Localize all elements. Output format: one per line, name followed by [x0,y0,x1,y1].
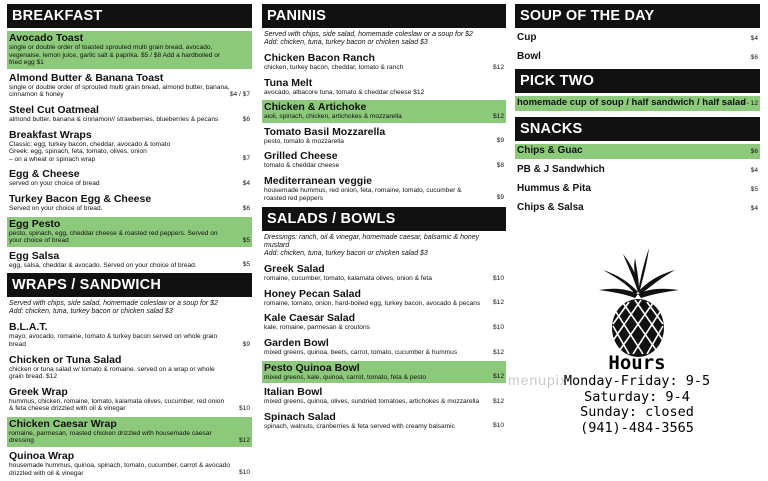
item-name: Turkey Bacon Egg & Cheese [9,192,152,205]
menu-item [262,51,506,74]
item-name: Bowl [517,51,541,62]
item-price: $9 [242,340,250,348]
menu-item [515,50,760,65]
wraps-intro: Served with chips, side salad, homemade coleslaw or a soup for $2 Add: chicken, tuna, turkey bacon or chicken salad $3 [9,300,218,316]
soup-list [515,31,760,65]
item-description: tomato & cheddar cheese [264,162,340,170]
item-price: $9 [496,194,504,202]
item-name: Kale Caesar Salad [264,312,356,325]
item-description: pesto, spinach, egg, cheddar cheese & roasted red peppers. Served on your choice of bread [9,229,218,245]
item-price: $10 [492,323,504,331]
item-price: $12 [492,373,504,381]
item-name: Almond Butter & Banana Toast [9,71,164,84]
item-description: kale, romaine, parmesan & croutons [264,324,370,332]
item-name: Pesto Quinoa Bowl [264,361,360,374]
item-price: $5 [750,186,758,193]
snacks-list [515,144,760,216]
item-price: $6 [242,115,250,123]
item-price: $6 [750,148,758,155]
item-price: $6 [750,54,758,61]
item-price: $4 [750,205,758,212]
item-price: $6 [242,204,250,212]
menu-item [515,96,760,111]
soup-header: SOUP OF THE DAY [515,4,760,28]
item-price: $4 [242,179,250,187]
item-description: aioli, spinach, chicken, artichokes & mozzarella [264,113,402,121]
menu-item [262,149,506,172]
item-description: housemade hummus, red onion, feta, romaine, tomato, cucumber & roasted red peppers [264,186,462,202]
item-name: Spinach Salad [264,410,336,423]
item-name: Chicken & Artichoke [264,101,367,114]
item-price: $8 [496,161,504,169]
menu-item [7,103,252,126]
item-price: $5 [242,236,250,244]
item-price: $4 [750,167,758,174]
menu-item [262,361,506,384]
menu-item [7,417,252,447]
wraps-header: WRAPS / SANDWICH [7,273,252,297]
item-name: Grilled Cheese [264,150,338,163]
item-name: Avocado Toast [9,32,84,44]
pick-two-header: PICK TWO [515,69,760,93]
item-name: Chips & Salsa [517,202,584,213]
item-description: Served on your choice of bread. [9,204,103,212]
menu-item [262,125,506,148]
menu-column-middle [262,4,506,434]
item-price: $7 [242,155,250,163]
menu-item [515,182,760,197]
hours-saturday: Saturday: 9-4 [584,388,690,405]
menu-column-right [515,4,760,220]
hours-block [548,352,726,436]
phone-number: (941)-484-3565 [580,419,694,436]
hours-weekday: Monday-Friday: 9-5 [563,373,711,389]
item-description: Classic: egg, turkey bacon, cheddar, avocado & tomato Greek: egg, spinach, feta, tomato, olives, onion – on a wheat or spinach wrap [9,140,171,163]
item-name: Tuna Melt [264,76,313,89]
item-name: Chips & Guac [517,145,583,156]
paninis-intro: Served with chips, side salad, homemade coleslaw or a soup for $2 Add: chicken, tuna, turkey bacon or chicken salad $3 [264,31,473,46]
menu-item [7,353,252,383]
item-name: Tomato Basil Mozzarella [264,125,386,138]
item-name: Mediterranean veggie [264,174,372,187]
item-description: served on your choice of bread [9,180,100,188]
breakfast-list [7,31,252,271]
item-name: Chicken Bacon Ranch [264,52,375,64]
item-name: Cup [517,32,537,43]
item-name: Chicken Caesar Wrap [9,417,117,430]
paninis-list [262,51,506,204]
menu-item [7,192,252,215]
menu-item [262,262,506,285]
item-price: $10 [492,274,504,282]
item-description: mixed greens, kale, quinoa, carrot, tomato, feta & pesto [264,373,427,381]
item-description: housemade hummus, quinoa, spinach, tomato, cucumber, carrot & avocado drizzled with oil & vinegar [9,462,231,477]
item-description: mixed greens, quinoa, olives, sundried tomatoes, artichokes & mozzarella [264,398,480,406]
item-description: single or double order of toasted sprouted multi grain bread, avocado, vegenaise, lemon juice, garlic salt & paprika. $5 / $8 Add a hardboiled or fried egg $1 [9,44,221,67]
item-price: $12 [492,299,504,307]
item-name: homemade cup of soup / half sandwich / half salad [517,97,747,108]
item-price: $12 [492,112,504,120]
item-price: 9 - 12 [741,100,758,107]
menu-item [7,71,252,101]
item-name: Italian Bowl [264,386,323,399]
item-description: almond butter, banana & cinnamon// strawberries, blueberries & pecans [9,115,219,123]
menu-item [515,201,760,216]
menu-item [515,31,760,46]
item-price: $5 [242,261,250,269]
menu-item [7,320,252,350]
menu-item [262,100,506,123]
item-price: $12 [238,437,250,445]
item-name: Breakfast Wraps [9,128,92,141]
menu-item [515,163,760,178]
item-name: Egg & Cheese [9,168,80,181]
item-name: PB & J Sandwhich [517,164,605,175]
item-description: spinach, walnuts, cranberries & feta served with creamy balsamic [264,422,455,430]
menu-item [7,249,252,272]
item-description: mayo, avocado, romaine, tomato & turkey bacon served on whole grain bread [9,333,218,348]
item-price: $12 [492,397,504,405]
item-name: Egg Pesto [9,217,61,230]
menu-item [7,449,252,479]
item-description: egg, salsa, cheddar & avocado. Served on your choice of bread. [9,261,197,269]
item-description: romaine, cucumber, tomato, kalamata olives, onion & feta [264,275,432,283]
item-description: romaine, tomato, onion, hard-boiled egg, turkey bacon, avocado & pecans [264,299,481,307]
item-description: mixed greens, quinoa, beets, carrot, tomato, cucumber & hummus [264,348,458,356]
item-description: romaine, parmesan, roasted chicken drizzled with housemade caesar dressing [9,429,212,445]
breakfast-header: BREAKFAST [7,4,252,28]
item-price: $10 [238,469,250,477]
item-name: Egg Salsa [9,249,60,262]
item-name: B.L.A.T. [9,321,48,334]
item-description: single or double order of sprouted multi grain bread, almond butter, banana, cinnamon & honey [9,83,230,99]
menu-item [262,385,506,408]
menu-item [7,217,252,247]
item-name: Hummus & Pita [517,183,591,194]
item-name: Greek Wrap [9,385,68,398]
salads-list [262,262,506,432]
menu-item [262,287,506,310]
menu-item [262,311,506,334]
menu-item [7,128,252,166]
item-price: $10 [492,422,504,430]
item-name: Garden Bowl [264,336,329,349]
salads-header: SALADS / BOWLS [262,207,506,231]
item-description: avocado, albacore tuna, tomato & cheddar cheese $12 [264,88,425,96]
menu-item [262,76,506,99]
pineapple-icon [583,246,693,358]
pick-two-list [515,96,760,111]
item-name: Greek Salad [264,263,325,276]
watermark: menupix [508,372,568,388]
hours-title: Hours [608,352,666,374]
menu-column-left [7,4,252,481]
hours-sunday: Sunday: closed [580,404,694,420]
menu-item [515,144,760,159]
item-price: $4 / $7 [229,90,250,98]
menu-item [7,31,252,69]
menu-item [262,174,506,204]
menu-item [7,385,252,415]
wraps-list [7,320,252,479]
paninis-header: PANINIS [262,4,506,28]
item-price: $4 [750,35,758,42]
item-name: Honey Pecan Salad [264,287,361,300]
item-name: Chicken or Tuna Salad [9,353,122,366]
item-price: $12 [492,63,504,71]
menu-item [262,336,506,359]
item-price: $9 [496,137,504,145]
item-name: Steel Cut Oatmeal [9,103,99,116]
item-description: chicken, turkey bacon, cheddar, tomato & ranch [264,64,404,71]
item-price: $12 [492,348,504,356]
salads-intro: Dressings: ranch, oil & vinegar, homemade caesar, balsamic & honey mustard Add: chicken, tuna, turkey bacon or chicken salad $3 [264,234,480,258]
item-price: $10 [238,404,250,412]
item-description: chicken or tuna salad w/ tomato & romaine. served on a wrap or whole grain bread. $12 [9,365,215,381]
snacks-header: SNACKS [515,117,760,141]
menu-item [7,167,252,190]
item-description: hummus, chicken, romaine, tomato, kalamata olives, cucumber, red onion & feta cheese drizzled with oil & vinegar [9,397,225,413]
menu-item [262,410,506,433]
item-name: Quinoa Wrap [9,450,75,463]
item-description: pesto, tomato & mozzarella [264,137,344,145]
